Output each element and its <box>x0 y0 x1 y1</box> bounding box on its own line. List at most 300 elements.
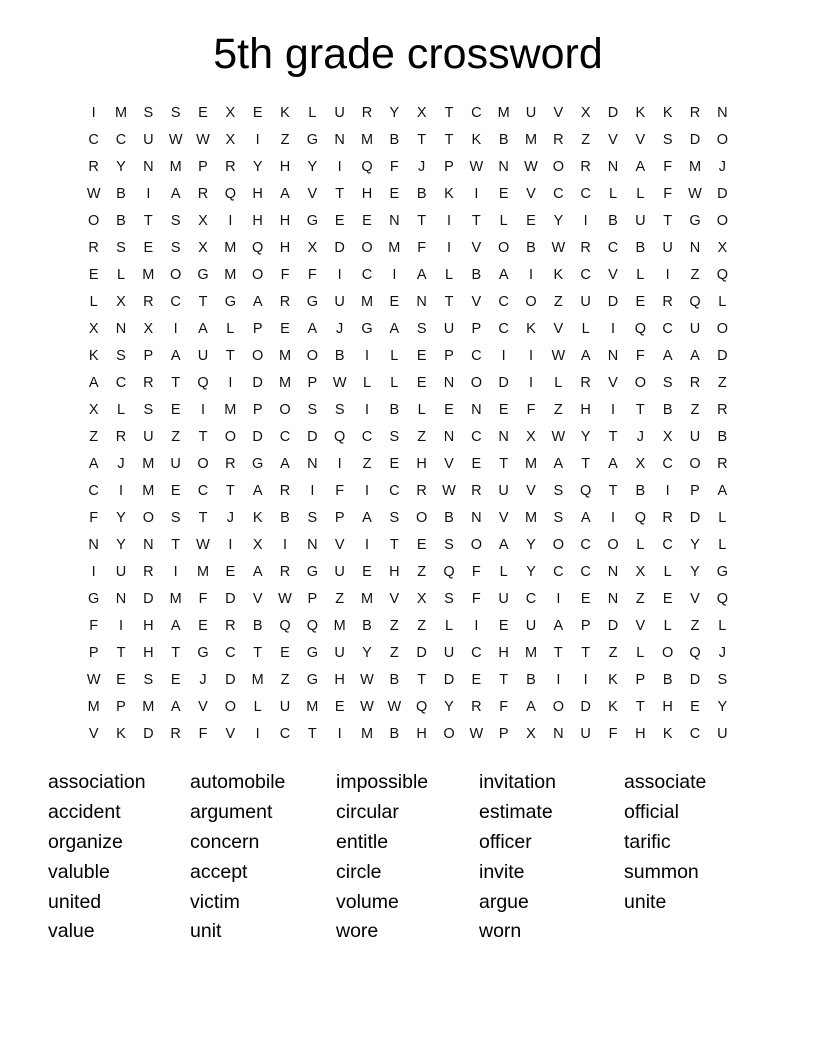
grid-cell-letter: D <box>689 509 701 526</box>
grid-cell-letter: W <box>469 725 484 742</box>
grid-cell-letter: M <box>224 266 237 283</box>
grid-cell-letter: O <box>252 347 264 364</box>
grid-cell-letter: K <box>444 185 454 202</box>
grid-cell-letter: T <box>608 428 618 445</box>
grid-cell-letter: X <box>526 428 536 445</box>
grid-cell-letter: P <box>252 320 263 337</box>
grid-cell-letter: M <box>388 239 401 256</box>
grid-cell-letter: U <box>498 482 509 499</box>
grid-cell-letter: C <box>580 266 591 283</box>
grid-cell-letter: D <box>143 590 154 607</box>
grid-cell-letter: R <box>225 455 236 472</box>
grid-cell-letter: E <box>170 401 181 418</box>
grid-cell-letter: Q <box>580 482 592 499</box>
grid-row <box>80 261 736 288</box>
grid-cell-letter: R <box>279 482 291 499</box>
grid-cell-letter: H <box>334 671 345 688</box>
grid-cell-letter: Y <box>116 509 126 526</box>
grid-cell-letter: G <box>306 671 318 688</box>
grid-cell-letter: R <box>689 104 701 121</box>
grid-cell-letter: B <box>334 347 345 364</box>
grid-cell-letter: M <box>114 104 128 121</box>
grid-cell-letter: F <box>307 266 317 283</box>
grid-cell-letter: R <box>471 698 482 715</box>
grid-cell-letter: V <box>471 239 482 256</box>
grid-cell-letter: S <box>143 671 154 688</box>
grid-cell-letter: N <box>143 158 154 175</box>
grid-cell-letter: C <box>498 320 509 337</box>
grid-cell-letter: U <box>279 698 291 715</box>
grid-cell-letter: L <box>308 104 317 121</box>
grid-cell-letter: P <box>471 320 482 337</box>
grid-row <box>80 423 736 450</box>
grid-cell-letter: Y <box>252 158 263 175</box>
grid-cell-letter: R <box>143 374 154 391</box>
grid-cell-letter: N <box>689 239 701 256</box>
grid-cell-letter: P <box>580 617 591 634</box>
grid-cell-letter: E <box>170 482 181 499</box>
grid-cell-letter: D <box>416 644 427 661</box>
grid-cell-letter: F <box>198 725 208 742</box>
grid-cell-letter: Y <box>526 536 536 553</box>
grid-cell-letter: Z <box>89 428 99 445</box>
word-list-column <box>190 768 336 947</box>
grid-cell-letter: O <box>142 509 154 526</box>
grid-cell-letter: M <box>688 158 702 175</box>
grid-cell-letter: U <box>525 104 537 121</box>
grid-cell-letter: N <box>88 536 99 553</box>
grid-cell-letter: U <box>170 455 181 472</box>
grid-cell-letter: H <box>416 455 427 472</box>
grid-cell-letter: G <box>197 266 209 283</box>
grid-cell-letter: X <box>116 293 126 310</box>
grid-row <box>80 693 736 720</box>
grid-cell-letter: X <box>416 104 427 121</box>
grid-cell-letter: C <box>170 293 181 310</box>
grid-cell-letter: L <box>581 320 590 337</box>
grid-cell-letter: E <box>690 698 700 715</box>
grid-cell-letter: J <box>418 158 426 175</box>
grid-cell-letter: E <box>498 617 509 634</box>
grid-cell-letter: L <box>636 536 645 553</box>
grid-cell-letter: C <box>607 239 619 256</box>
grid-row <box>80 153 736 180</box>
grid-cell-letter: I <box>173 320 178 337</box>
grid-cell-letter: A <box>580 509 591 526</box>
grid-cell-letter: B <box>635 239 646 256</box>
grid-cell-letter: E <box>498 185 509 202</box>
grid-cell-letter: E <box>88 266 99 283</box>
grid-cell-letter: D <box>607 104 619 121</box>
grid-cell-letter: R <box>580 158 591 175</box>
grid-cell-letter: O <box>279 401 291 418</box>
grid-cell-letter: C <box>225 644 236 661</box>
grid-cell-letter: W <box>442 482 456 499</box>
grid-cell-letter: Z <box>389 617 399 634</box>
grid-cell-letter: E <box>526 212 536 229</box>
grid-cell-letter: W <box>360 698 374 715</box>
grid-cell-letter: W <box>332 374 347 391</box>
grid-cell-letter: Q <box>334 428 346 445</box>
grid-cell-letter: O <box>662 644 674 661</box>
grid-cell-letter: T <box>198 428 208 445</box>
grid-cell-letter: Q <box>443 563 455 580</box>
grid-cell-letter: K <box>608 698 618 715</box>
grid-cell-letter: I <box>228 374 233 391</box>
grid-cell-letter: I <box>364 482 369 499</box>
grid-cell-letter: A <box>526 698 536 715</box>
grid-cell-letter: S <box>170 104 181 121</box>
grid-cell-letter: L <box>718 509 727 526</box>
grid-cell-letter: A <box>252 563 263 580</box>
grid-cell-letter: K <box>88 347 99 364</box>
grid-cell-letter: A <box>498 266 509 283</box>
grid-cell-letter: I <box>364 401 369 418</box>
grid-cell-letter: X <box>225 131 236 148</box>
grid-cell-letter: Z <box>417 617 427 634</box>
grid-cell-letter: W <box>86 185 101 202</box>
grid-cell-letter: A <box>252 482 263 499</box>
grid-cell-letter: A <box>362 509 372 526</box>
grid-cell-letter: S <box>170 239 181 256</box>
grid-cell-letter: X <box>225 104 236 121</box>
grid-cell-letter: H <box>279 158 291 175</box>
grid-cell-letter: Y <box>389 104 400 121</box>
grid-cell-letter: I <box>556 671 561 688</box>
grid-cell-letter: F <box>635 347 645 364</box>
grid-cell-letter: C <box>471 428 482 445</box>
grid-cell-letter: L <box>663 563 672 580</box>
grid-cell-letter: I <box>337 455 342 472</box>
grid-cell-letter: F <box>471 563 481 580</box>
grid-cell-letter: S <box>444 590 454 607</box>
grid-cell-letter: S <box>444 536 454 553</box>
grid-cell-letter: M <box>524 131 538 148</box>
grid-cell-letter: O <box>716 320 728 337</box>
grid-row <box>80 558 736 585</box>
grid-cell-letter: T <box>417 212 427 229</box>
grid-cell-letter: B <box>471 266 482 283</box>
grid-cell-letter: Z <box>171 428 181 445</box>
word-list-item: concern <box>190 831 260 854</box>
grid-cell-letter: F <box>663 158 673 175</box>
grid-cell-letter: X <box>416 590 427 607</box>
grid-cell-letter: A <box>553 617 564 634</box>
grid-cell-letter: I <box>200 401 205 418</box>
grid-cell-letter: L <box>444 617 454 634</box>
grid-cell-letter: F <box>335 482 345 499</box>
grid-cell-letter: V <box>608 266 618 283</box>
grid-cell-letter: E <box>334 698 345 715</box>
grid-cell-letter: Q <box>306 617 318 634</box>
grid-cell-letter: I <box>610 509 615 526</box>
grid-cell-letter: I <box>310 482 315 499</box>
grid-cell-letter: S <box>170 509 181 526</box>
grid-cell-letter: E <box>116 671 126 688</box>
grid-cell-letter: I <box>282 536 287 553</box>
grid-cell-letter: O <box>252 266 264 283</box>
word-search-grid <box>80 99 736 747</box>
grid-cell-letter: Q <box>634 320 646 337</box>
grid-cell-letter: A <box>88 374 99 391</box>
grid-cell-letter: Q <box>716 266 728 283</box>
grid-cell-letter: U <box>635 212 646 229</box>
grid-cell-letter: A <box>198 320 208 337</box>
grid-cell-letter: N <box>471 401 482 418</box>
grid-cell-letter: U <box>580 725 591 742</box>
grid-cell-letter: Q <box>361 158 373 175</box>
word-list-item: invitation <box>479 771 556 794</box>
grid-cell-letter: O <box>552 698 564 715</box>
grid-cell-letter: S <box>553 482 564 499</box>
grid-cell-letter: F <box>663 185 673 202</box>
grid-cell-letter: O <box>689 455 701 472</box>
grid-cell-letter: S <box>389 509 400 526</box>
grid-cell-letter: H <box>143 644 154 661</box>
grid-cell-letter: U <box>717 725 728 742</box>
grid-cell-letter: Z <box>335 590 345 607</box>
grid-cell-letter: R <box>197 185 209 202</box>
grid-cell-letter: U <box>443 320 455 337</box>
grid-cell-letter: C <box>580 185 591 202</box>
grid-cell-letter: N <box>607 158 619 175</box>
grid-cell-letter: D <box>607 293 619 310</box>
grid-cell-letter: E <box>662 590 673 607</box>
grid-cell-letter: O <box>634 374 646 391</box>
grid-cell-letter: R <box>717 455 728 472</box>
grid-cell-letter: A <box>690 347 700 364</box>
grid-cell-letter: B <box>389 671 400 688</box>
grid-cell-letter: B <box>635 482 646 499</box>
grid-cell-letter: L <box>89 293 98 310</box>
word-list-item: summon <box>624 860 699 883</box>
grid-cell-letter: T <box>225 482 235 499</box>
grid-cell-letter: T <box>444 131 454 148</box>
grid-cell-letter: V <box>526 185 536 202</box>
grid-cell-letter: N <box>443 374 455 391</box>
grid-cell-letter: S <box>662 374 673 391</box>
grid-cell-letter: O <box>470 374 482 391</box>
grid-cell-letter: G <box>197 644 209 661</box>
word-list-item: estimate <box>479 801 553 824</box>
grid-cell-letter: A <box>498 536 509 553</box>
grid-cell-letter: H <box>635 725 646 742</box>
grid-cell-letter: T <box>143 212 153 229</box>
grid-cell-letter: I <box>528 266 533 283</box>
grid-cell-letter: T <box>471 212 481 229</box>
grid-row <box>80 531 736 558</box>
grid-cell-letter: C <box>553 563 564 580</box>
grid-cell-letter: W <box>551 239 566 256</box>
grid-cell-letter: Y <box>553 212 564 229</box>
grid-cell-letter: Y <box>116 158 126 175</box>
grid-cell-letter: V <box>225 725 236 742</box>
grid-cell-letter: Z <box>690 617 700 634</box>
grid-cell-letter: E <box>498 401 509 418</box>
grid-cell-letter: I <box>528 374 533 391</box>
grid-cell-letter: H <box>580 401 591 418</box>
word-list-item: entitle <box>336 831 389 854</box>
grid-cell-letter: M <box>196 563 210 580</box>
grid-cell-letter: L <box>663 617 672 634</box>
grid-cell-letter: D <box>443 671 455 688</box>
grid-cell-letter: I <box>665 266 670 283</box>
grid-cell-letter: M <box>360 131 374 148</box>
grid-cell-letter: E <box>471 671 482 688</box>
grid-cell-letter: T <box>225 347 235 364</box>
grid-cell-letter: Q <box>634 509 646 526</box>
grid-cell-letter: S <box>143 401 154 418</box>
grid-cell-letter: M <box>306 698 319 715</box>
grid-cell-letter: C <box>389 482 400 499</box>
grid-cell-letter: U <box>689 428 701 445</box>
grid-cell-letter: R <box>143 563 154 580</box>
grid-cell-letter: E <box>416 536 427 553</box>
grid-cell-letter: Y <box>580 428 591 445</box>
grid-cell-letter: D <box>143 725 154 742</box>
grid-cell-letter: R <box>553 131 564 148</box>
grid-cell-letter: I <box>337 158 342 175</box>
grid-cell-letter: I <box>337 266 342 283</box>
word-list-item: circular <box>336 801 399 824</box>
grid-cell-letter: X <box>88 401 99 418</box>
grid-cell-letter: Z <box>690 401 700 418</box>
grid-cell-letter: W <box>469 158 484 175</box>
grid-cell-letter: B <box>416 185 427 202</box>
grid-cell-letter: V <box>690 590 700 607</box>
grid-cell-letter: U <box>443 644 455 661</box>
grid-cell-letter: O <box>88 212 100 229</box>
grid-cell-letter: E <box>416 347 427 364</box>
grid-cell-letter: E <box>635 293 646 310</box>
grid-cell-letter: E <box>362 212 372 229</box>
grid-cell-letter: H <box>252 212 263 229</box>
grid-cell-letter: P <box>690 482 700 499</box>
grid-cell-letter: Z <box>362 455 372 472</box>
grid-cell-letter: M <box>497 104 510 121</box>
grid-cell-letter: R <box>225 158 236 175</box>
grid-cell-letter: A <box>580 347 591 364</box>
grid-cell-letter: N <box>607 590 619 607</box>
grid-cell-letter: A <box>662 347 673 364</box>
grid-cell-letter: I <box>364 347 369 364</box>
grid-cell-letter: K <box>471 131 482 148</box>
grid-cell-letter: H <box>662 698 673 715</box>
grid-cell-letter: N <box>334 131 345 148</box>
grid-row <box>80 288 736 315</box>
grid-cell-letter: U <box>662 239 673 256</box>
grid-cell-letter: I <box>364 536 369 553</box>
grid-cell-letter: Y <box>444 698 454 715</box>
grid-cell-letter: T <box>335 185 345 202</box>
grid-cell-letter: V <box>334 536 345 553</box>
grid-cell-letter: W <box>524 158 538 175</box>
grid-cell-letter: R <box>279 293 291 310</box>
grid-cell-letter: C <box>662 320 673 337</box>
grid-cell-letter: K <box>252 509 263 526</box>
word-list-item: associate <box>624 771 707 794</box>
grid-cell-letter: B <box>116 185 126 202</box>
grid-cell-letter: F <box>526 401 536 418</box>
grid-cell-letter: B <box>116 212 126 229</box>
grid-cell-letter: G <box>306 644 318 661</box>
grid-cell-letter: X <box>662 428 673 445</box>
grid-cell-letter: N <box>553 725 564 742</box>
grid-cell-letter: T <box>171 374 181 391</box>
grid-cell-letter: I <box>583 212 588 229</box>
grid-cell-letter: W <box>387 698 402 715</box>
grid-cell-letter: X <box>717 239 728 256</box>
grid-cell-letter: S <box>334 401 345 418</box>
grid-row <box>80 612 736 639</box>
grid-cell-letter: W <box>551 347 566 364</box>
grid-cell-letter: P <box>498 725 509 742</box>
word-list-item: worn <box>479 920 522 943</box>
grid-cell-letter: I <box>446 239 451 256</box>
grid-cell-letter: D <box>717 347 728 364</box>
grid-cell-letter: U <box>334 104 345 121</box>
grid-cell-letter: T <box>608 482 618 499</box>
word-list-item: wore <box>336 920 379 943</box>
grid-cell-letter: T <box>444 104 454 121</box>
grid-row <box>80 342 736 369</box>
grid-cell-letter: J <box>226 509 234 526</box>
word-list-item: tarific <box>624 831 671 854</box>
grid-cell-letter: Y <box>116 536 126 553</box>
grid-cell-letter: N <box>443 428 455 445</box>
grid-cell-letter: F <box>389 158 399 175</box>
grid-cell-letter: R <box>662 509 673 526</box>
grid-cell-letter: Q <box>689 644 701 661</box>
grid-cell-letter: Q <box>197 374 209 391</box>
grid-cell-letter: N <box>143 536 154 553</box>
grid-cell-letter: V <box>88 725 99 742</box>
grid-cell-letter: X <box>635 455 646 472</box>
grid-cell-letter: A <box>608 455 618 472</box>
grid-cell-letter: H <box>416 725 427 742</box>
grid-cell-letter: R <box>416 482 427 499</box>
grid-cell-letter: L <box>417 401 426 418</box>
grid-cell-letter: F <box>280 266 290 283</box>
grid-cell-letter: T <box>444 293 454 310</box>
grid-row <box>80 477 736 504</box>
grid-cell-letter: V <box>553 104 564 121</box>
grid-cell-letter: J <box>199 671 207 688</box>
grid-cell-letter: A <box>170 617 181 634</box>
grid-cell-letter: X <box>88 320 99 337</box>
word-list-item: unit <box>190 920 222 943</box>
grid-cell-letter: H <box>279 239 291 256</box>
grid-cell-letter: T <box>499 455 509 472</box>
grid-cell-letter: A <box>717 482 728 499</box>
grid-cell-letter: E <box>444 401 454 418</box>
grid-cell-letter: M <box>524 644 538 661</box>
grid-cell-letter: V <box>635 617 646 634</box>
grid-cell-letter: Z <box>608 644 618 661</box>
grid-cell-letter: Q <box>252 239 264 256</box>
grid-cell-letter: N <box>115 320 127 337</box>
grid-cell-letter: G <box>361 320 373 337</box>
grid-cell-letter: D <box>225 590 236 607</box>
grid-cell-letter: L <box>636 266 645 283</box>
grid-cell-letter: K <box>116 725 126 742</box>
grid-cell-letter: I <box>528 347 533 364</box>
grid-cell-letter: R <box>279 563 291 580</box>
grid-cell-letter: L <box>608 185 618 202</box>
grid-cell-letter: T <box>116 644 126 661</box>
word-list-item: victim <box>190 890 240 913</box>
grid-cell-letter: U <box>689 320 701 337</box>
